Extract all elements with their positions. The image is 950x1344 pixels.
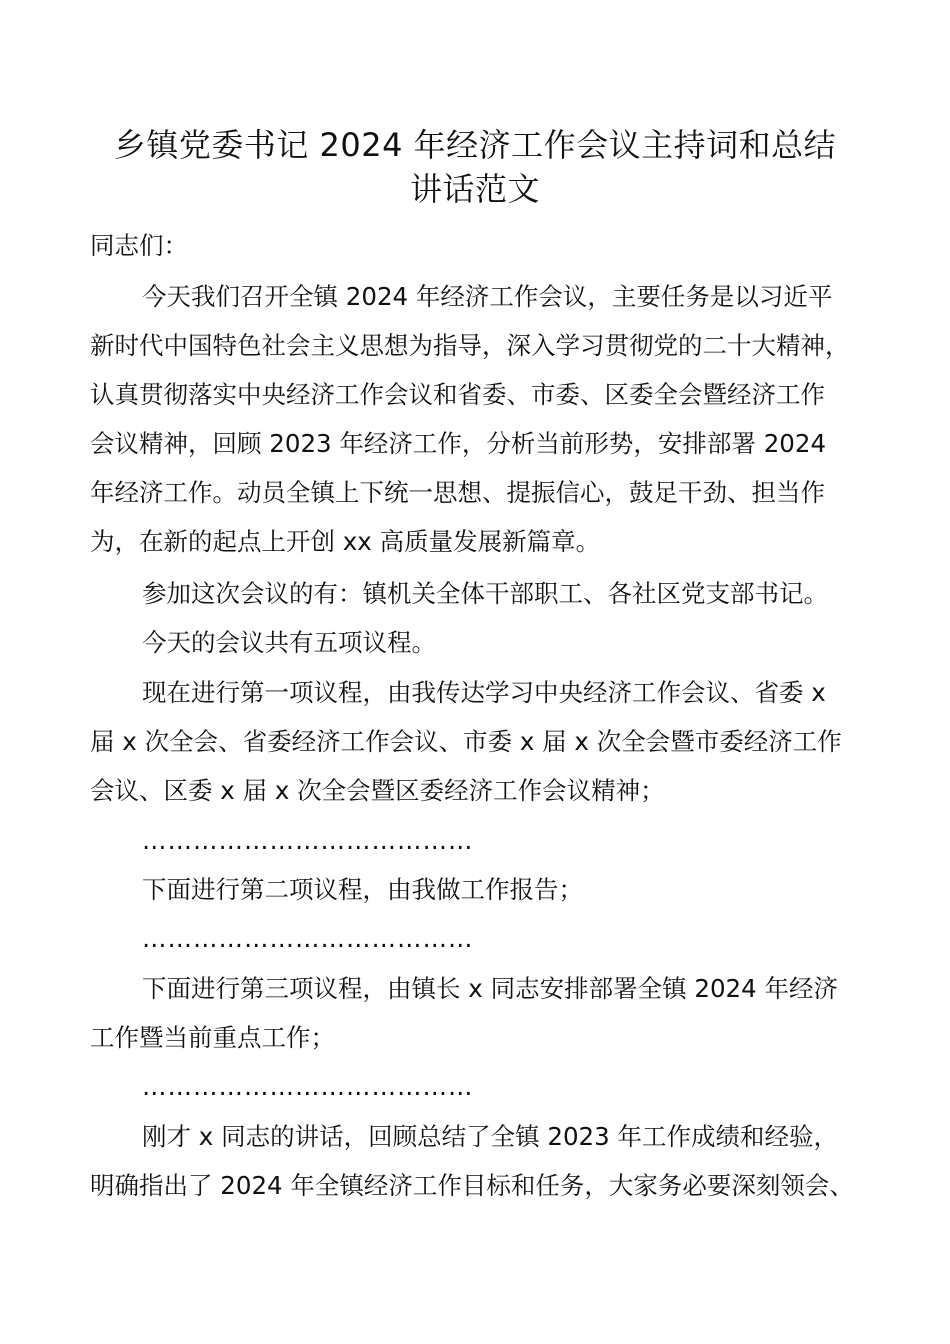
document-title-line-1: 乡镇党委书记 2024 年经济工作会议主持词和总结 bbox=[113, 126, 837, 164]
paragraph-line: 刚才 x 同志的讲话，回顾总结了全镇 2023 年工作成绩和经验， bbox=[142, 1122, 838, 1151]
document-title-line-2: 讲话范文 bbox=[409, 170, 540, 208]
paragraph-line: 认真贯彻落实中央经济工作会议和省委、市委、区委全会暨经济工作 bbox=[90, 380, 825, 409]
paragraph-line: 今天我们召开全镇 2024 年经济工作会议，主要任务是以习近平 bbox=[142, 282, 833, 311]
paragraph-line: 下面进行第二项议程，由我做工作报告； bbox=[142, 875, 583, 904]
paragraph-line: 会议、区委 x 届 x 次全会暨区委经济工作会议精神； bbox=[90, 776, 665, 805]
paragraph-line: 今天的会议共有五项议程。 bbox=[142, 628, 436, 657]
paragraph-line: 会议精神，回顾 2023 年经济工作，分析当前形势，安排部署 2024 bbox=[90, 429, 827, 458]
paragraph-line: 工作暨当前重点工作； bbox=[90, 1023, 335, 1052]
salutation: 同志们： bbox=[90, 231, 188, 260]
paragraph-line: 年经济工作。动员全镇上下统一思想、提振信心，鼓足干劲、担当作 bbox=[90, 478, 825, 507]
paragraph-line: 明确指出了 2024 年全镇经济工作目标和任务，大家务必要深刻领会、 bbox=[90, 1171, 854, 1200]
paragraph-line: 下面进行第三项议程，由镇长 x 同志安排部署全镇 2024 年经济 bbox=[142, 974, 838, 1003]
paragraph-line: 新时代中国特色社会主义思想为指导，深入学习贯彻党的二十大精神， bbox=[90, 331, 850, 360]
ellipsis-line: ………………………………… bbox=[142, 826, 474, 855]
paragraph-line: 现在进行第一项议程，由我传达学习中央经济工作会议、省委 x bbox=[142, 678, 826, 707]
paragraph-line: 届 x 次全会、省委经济工作会议、市委 x 届 x 次全会暨市委经济工作 bbox=[90, 727, 842, 756]
paragraph-line: 为，在新的起点上开创 xx 高质量发展新篇章。 bbox=[90, 527, 601, 556]
ellipsis-line: ………………………………… bbox=[142, 924, 474, 953]
paragraph-line: 参加这次会议的有：镇机关全体干部职工、各社区党支部书记。 bbox=[142, 579, 828, 608]
ellipsis-line: ………………………………… bbox=[142, 1072, 474, 1101]
